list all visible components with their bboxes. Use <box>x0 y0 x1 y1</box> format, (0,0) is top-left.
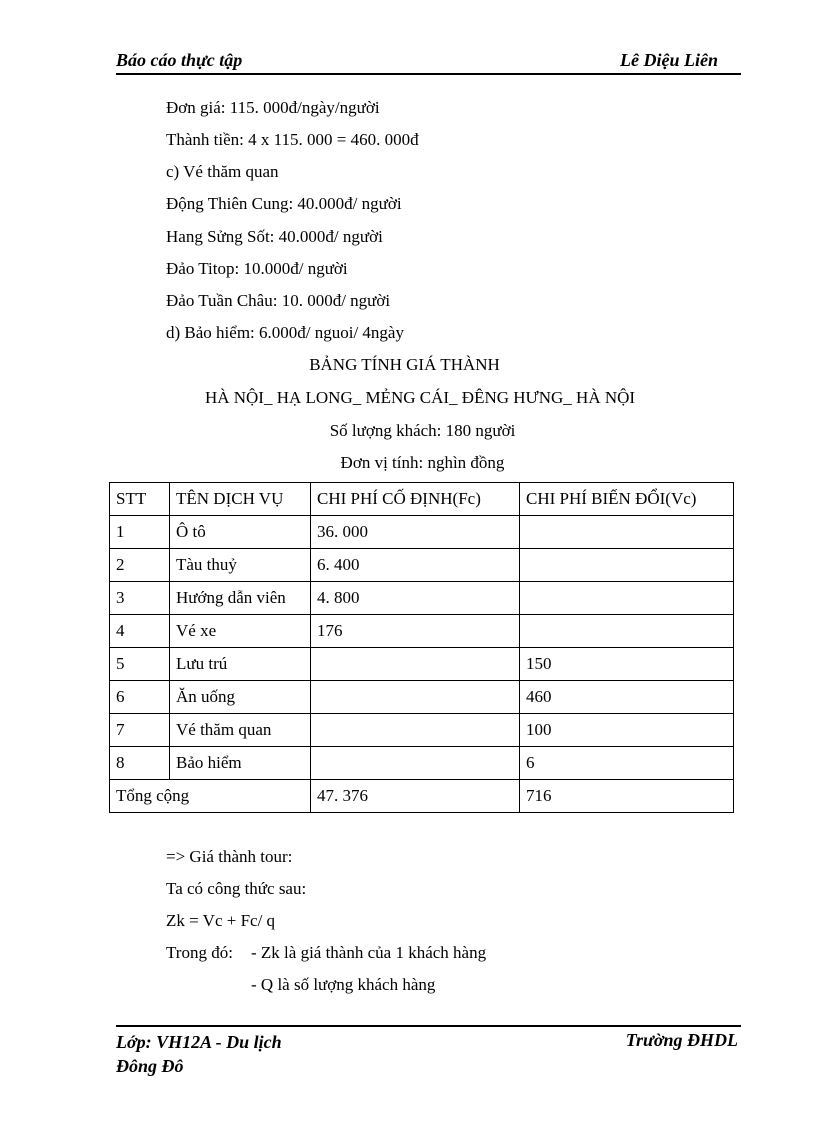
cell-service: Hướng dẫn viên <box>170 582 311 615</box>
formula: Zk = Vc + Fc/ q <box>166 911 276 930</box>
cell-stt: 2 <box>110 549 170 582</box>
cost-table <box>109 482 734 813</box>
cell-service: Ăn uống <box>170 681 311 714</box>
total-label: Tổng cộng <box>110 780 311 813</box>
cell-variable-cost <box>520 549 734 582</box>
insurance-line: d) Bảo hiểm: 6.000đ/ nguoi/ 4ngày <box>166 323 404 342</box>
cell-stt: 8 <box>110 747 170 780</box>
cell-service: Ô tô <box>170 516 311 549</box>
cell-fixed-cost <box>311 681 520 714</box>
table-row <box>110 681 734 714</box>
table-row <box>110 648 734 681</box>
table-header-row <box>110 483 734 516</box>
total-fixed-cost: 47. 376 <box>311 780 520 813</box>
cell-stt: 3 <box>110 582 170 615</box>
table-row <box>110 747 734 780</box>
formula-intro: Ta có công thức sau: <box>166 879 307 898</box>
cell-stt: 7 <box>110 714 170 747</box>
cell-fixed-cost <box>311 747 520 780</box>
total-variable-cost: 716 <box>520 780 734 813</box>
cell-stt: 6 <box>110 681 170 714</box>
cell-variable-cost: 6 <box>520 747 734 780</box>
footer-class-line1: Lớp: VH12A - Du lịch <box>116 1032 282 1052</box>
currency-unit: Đơn vị tính: nghìn đồng <box>340 453 505 472</box>
cell-service: Bảo hiểm <box>170 747 311 780</box>
cell-service: Lưu trú <box>170 648 311 681</box>
header-service: TÊN DỊCH VỤ <box>170 483 311 516</box>
table-row <box>110 516 734 549</box>
tuan-chau-price: Đảo Tuần Châu: 10. 000đ/ người <box>166 291 391 310</box>
table-row <box>110 615 734 648</box>
footer-school: Trường ĐHDL <box>625 1030 738 1050</box>
footer-class-line2: Đông Đô <box>116 1056 184 1076</box>
header-variable-cost: CHI PHÍ BIẾN ĐỔI(Vc) <box>520 483 734 516</box>
guest-count: Số lượng khách: 180 người <box>329 421 516 440</box>
footer-class <box>116 1030 282 1078</box>
cell-variable-cost: 460 <box>520 681 734 714</box>
cell-variable-cost <box>520 582 734 615</box>
cell-fixed-cost <box>311 714 520 747</box>
header-title: Báo cáo thực tập <box>116 50 243 70</box>
cell-fixed-cost: 176 <box>311 615 520 648</box>
cell-stt: 1 <box>110 516 170 549</box>
cell-fixed-cost: 36. 000 <box>311 516 520 549</box>
cell-service: Tàu thuỷ <box>170 549 311 582</box>
table-row <box>110 714 734 747</box>
table-title: BẢNG TÍNH GIÁ THÀNH <box>309 355 500 374</box>
cell-variable-cost: 150 <box>520 648 734 681</box>
tour-price-heading: => Giá thành tour: <box>166 847 293 866</box>
table-route: HÀ NỘI_ HẠ LONG_ MẺNG CÁI_ ĐÊNG HƯNG_ HÀ NỘI <box>204 388 636 407</box>
header-divider <box>116 73 741 75</box>
cell-variable-cost <box>520 516 734 549</box>
sung-sot-price: Hang Sửng Sốt: 40.000đ/ người <box>166 227 383 246</box>
cell-fixed-cost: 4. 800 <box>311 582 520 615</box>
where-zk-definition: - Zk là giá thành của 1 khách hàng <box>251 943 487 962</box>
titop-price: Đảo Titop: 10.000đ/ người <box>166 259 348 278</box>
cell-fixed-cost: 6. 400 <box>311 549 520 582</box>
table-row <box>110 549 734 582</box>
thien-cung-price: Động Thiên Cung: 40.000đ/ người <box>166 194 402 213</box>
table-total-row <box>110 780 734 813</box>
cell-stt: 5 <box>110 648 170 681</box>
cell-stt: 4 <box>110 615 170 648</box>
header-fixed-cost: CHI PHÍ CỐ ĐỊNH(Fc) <box>311 483 520 516</box>
header-author: Lê Diệu Liên <box>620 50 718 70</box>
footer-divider <box>116 1025 741 1027</box>
header-stt: STT <box>110 483 170 516</box>
cell-variable-cost <box>520 615 734 648</box>
total-amount-line: Thành tiền: 4 x 115. 000 = 460. 000đ <box>166 130 419 149</box>
table-row <box>110 582 734 615</box>
cell-service: Vé thăm quan <box>170 714 311 747</box>
cell-fixed-cost <box>311 648 520 681</box>
unit-price-line: Đơn giá: 115. 000đ/ngày/người <box>166 98 380 117</box>
cell-service: Vé xe <box>170 615 311 648</box>
where-label: Trong đó: <box>166 943 233 962</box>
where-q-definition: - Q là số lượng khách hàng <box>251 975 436 994</box>
sightseeing-ticket-heading: c) Vé thăm quan <box>166 162 279 181</box>
cell-variable-cost: 100 <box>520 714 734 747</box>
